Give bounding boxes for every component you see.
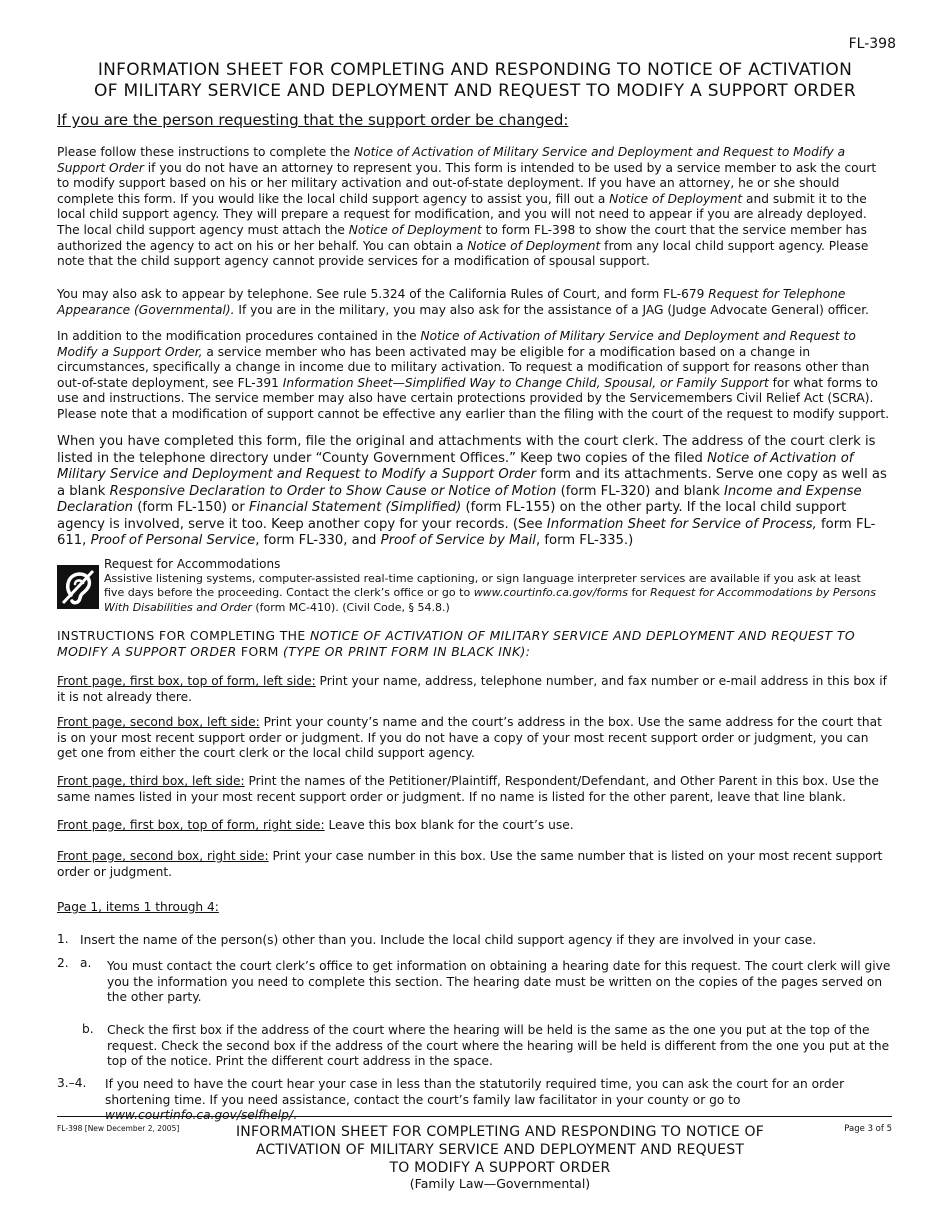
selfhelp-link[interactable]: www.courtinfo.ca.gov/selfhelp/ xyxy=(105,1108,293,1123)
modification-paragraph: In addition to the modification procedures contained in the Notice of Activation of Military Service and Deployment and Request to Modify a Support Order, a service member who has been activated may be eligible for a modification based on a change in circumstances, specifically a change in income due to military activation. To request a modification of support for reasons other than out-of-state deployment, see FL-391 Information Sheet—Simplified Way to Change Child, Spousal, or Family Support for what forms to use and instructions. The service member may also have certain protections provided by the Servicemembers Civil Relief Act (SCRA). Please note that a modification of support cannot be effective any earlier than the filing with the court of the request to modify support. xyxy=(57,329,890,421)
page1-heading: Page 1, items 1 through 4: xyxy=(57,900,219,914)
footer-title-line-2: ACTIVATION OF MILITARY SERVICE AND DEPLOYMENT AND REQUEST xyxy=(255,1142,745,1158)
front-item-2: Front page, second box, left side: Print your county’s name and the court’s address in the box. Use the same address for the court that is on your most recent support order or judgment. If you do not have a copy of your most recent support order or judgment, you can get one from either the court clerk or the local child support agency. xyxy=(57,715,882,761)
instructions-heading: INSTRUCTIONS FOR COMPLETING THE NOTICE OF ACTIVATION OF MILITARY SERVICE AND DEPLOYMENT AND REQUEST TO MODIFY A SUPPORT ORDER FORM (TYPE OR PRINT FORM IN BLACK INK): xyxy=(57,628,855,659)
title-line-2: OF MILITARY SERVICE AND DEPLOYMENT AND REQUEST TO MODIFY A SUPPORT ORDER xyxy=(94,81,856,101)
front-item-5: Front page, second box, right side: Print your case number in this box. Use the same number that is listed on your most recent support order or judgment. xyxy=(57,849,883,879)
item-2b-letter: b. xyxy=(82,1022,94,1036)
item-1-number: 1. xyxy=(57,932,69,946)
item-3-4-number: 3.–4. xyxy=(57,1076,87,1090)
filing-paragraph: When you have completed this form, file the original and attachments with the court clerk. The address of the court clerk is listed in the telephone directory under “County Government Offices.” Keep two copies of the filed Notice of Activation of Military Service and Deployment and Request to Modify a Support Order form and its attachments. Serve one copy as well as a blank Responsive Declaration to Order to Show Cause or Notice of Motion (form FL-320) and blank Income and Expense Declaration (form FL-150) or Financial Statement (Simplified) (form FL-155) on the other party. If the local child support agency is involved, serve it too. Keep another copy for your records. (See Information Sheet for Service of Process, form FL-611, Proof of Personal Service, form FL-330, and Proof of Service by Mail, form FL-335.) xyxy=(57,434,887,548)
footer-divider xyxy=(57,1116,892,1117)
forms-link[interactable]: www.courtinfo.ca.gov/forms xyxy=(473,586,628,600)
footer-page-number: Page 3 of 5 xyxy=(844,1124,892,1134)
accommodations-text: Assistive listening systems, computer-assisted real-time captioning, or sign language interpreter services are available if you ask at least five days before the proceeding. Contact the clerk’s office or go to www.courtinfo.ca.gov/forms for Request for Accommodations by Persons With Disabilities and Order (form MC-410). (Civil Code, § 54.8.) xyxy=(104,572,876,614)
item-2a-text: You must contact the court clerk’s office to get information on obtaining a hearing date for this request. The court clerk will give you the information you need to complete this section. The hearing date must be written on the copies of the pages served on the other party. xyxy=(107,959,891,1005)
item-2a-letter: a. xyxy=(80,956,92,970)
hearing-assistance-icon xyxy=(57,565,99,609)
telephone-paragraph: You may also ask to appear by telephone. See rule 5.324 of the California Rules of Court, and form FL-679 Request for Telephone Appearance (Governmental). If you are in the military, you may also ask for the assistance of a JAG (Judge Advocate General) officer. xyxy=(57,287,869,317)
footer-title xyxy=(200,1123,800,1177)
front-item-4: Front page, first box, top of form, right side: Leave this box blank for the court’s use. xyxy=(57,818,574,832)
footer-title-line-1: INFORMATION SHEET FOR COMPLETING AND RESPONDING TO NOTICE OF xyxy=(235,1124,765,1140)
front-item-1: Front page, first box, top of form, left side: Print your name, address, telephone number, and fax number or e-mail address in this box if it is not already there. xyxy=(57,674,887,704)
page-title xyxy=(40,60,910,102)
item-1-text: Insert the name of the person(s) other than you. Include the local child support agency if they are involved in your case. xyxy=(80,933,817,947)
form-number: FL-398 xyxy=(848,36,896,52)
item-3-4-text: If you need to have the court hear your case in less than the statutorily required time, you can ask the court for an order shortening time. If you need assistance, contact the court’s family law facilitator in your county or go to www.courtinfo.ca.gov/selfhelp/. xyxy=(105,1077,845,1123)
title-line-1: INFORMATION SHEET FOR COMPLETING AND RESPONDING TO NOTICE OF ACTIVATION xyxy=(97,60,853,80)
front-item-3: Front page, third box, left side: Print the names of the Petitioner/Plaintiff, Respondent/Defendant, and Other Parent in this box. Use the same names listed in your most recent support order or judgment. If no name is listed for the other parent, leave that line blank. xyxy=(57,774,879,804)
item-2b-text: Check the first box if the address of the court where the hearing will be held is the same as the one you put at the top of the request. Check the second box if the address of the court where the hearing will be held is different from the one you put at the top of the notice. Print the different court address in the space. xyxy=(107,1023,890,1069)
accommodations-title: Request for Accommodations xyxy=(104,557,281,571)
footer-subtitle: (Family Law—Governmental) xyxy=(409,1176,591,1191)
footer-title-line-3: TO MODIFY A SUPPORT ORDER xyxy=(389,1160,611,1176)
intro-paragraph: Please follow these instructions to complete the Notice of Activation of Military Service and Deployment and Request to Modify a Support Order if you do not have an attorney to represent you. This form is intended to be used by a service member to ask the court to modify support based on his or her military activation and out-of-state deployment. If you have an attorney, he or she should complete this form. If you would like the local child support agency to assist you, fill out a Notice of Deployment and submit it to the local child support agency. They will prepare a request for modification, and you will not need to appear if you are already deployed. The local child support agency must attach the Notice of Deployment to form FL-398 to show the court that the service member has authorized the agency to act on his or her behalf. You can obtain a Notice of Deployment from any local child support agency. Please note that the child support agency cannot provide services for a modification of spousal support. xyxy=(57,145,877,269)
footer-form-revision: FL-398 [New December 2, 2005] xyxy=(57,1124,180,1133)
item-2-number: 2. xyxy=(57,956,69,970)
section-heading: If you are the person requesting that the support order be changed: xyxy=(57,111,569,129)
